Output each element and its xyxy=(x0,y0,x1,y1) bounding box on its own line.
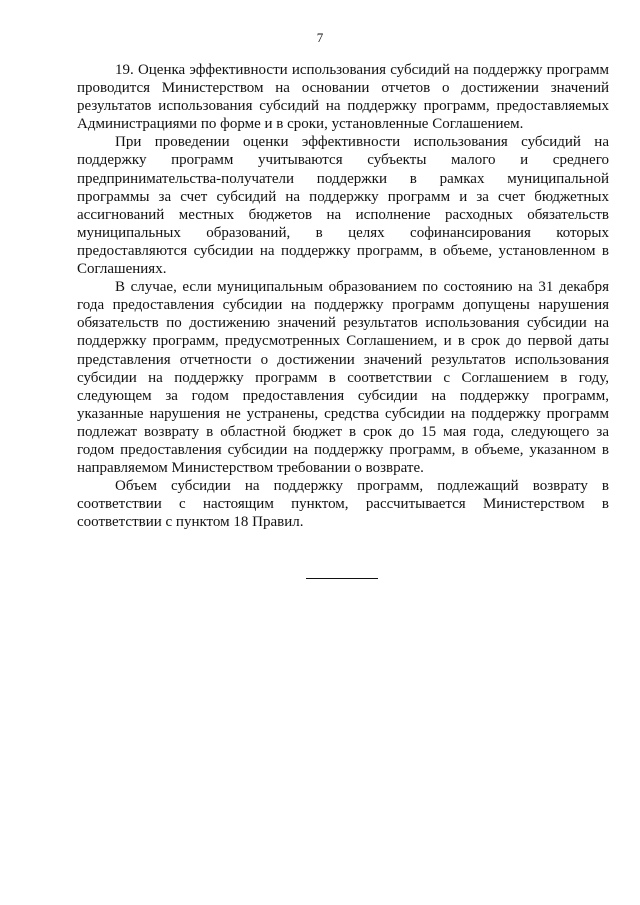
paragraph-item-19-efficiency-assessment: 19. Оценка эффективности использования субсидий на поддержку программ проводится Министерством на основании отчетов о достижении значений результатов использования субсидий на поддержку программ, предоставляемых Администрациями по форме и в сроки, установленные Соглашением. xyxy=(77,62,609,133)
closing-divider xyxy=(306,578,378,579)
document-body xyxy=(77,61,609,531)
paragraph-violation-refund: В случае, если муниципальным образованием по состоянию на 31 декабря года предоставления субсидии на поддержку программ допущены нарушения обязательств по достижению значений результатов использования субсидии на поддержку программ, предусмотренных Соглашением, и в срок до первой даты представления отчетности о достижении значений результатов использования субсидии на поддержку программ в соответствии с Соглашением в году, следующем за годом предоставления субсидии на поддержку программ, указанные нарушения не устранены, средства субсидии на поддержку программ подлежат возврату в областной бюджет в срок до 15 мая года, следующего за годом предоставления субсидии на поддержку программ, в объеме, указанном в направляемом Министерством требовании о возврате. xyxy=(77,279,609,477)
paragraph-refund-calculation: Объем субсидии на поддержку программ, подлежащий возврату в соответствии с настоящим пунктом, рассчитывается Министерством в соответствии с пунктом 18 Правил. xyxy=(77,478,609,531)
paragraph-assessment-criteria: При проведении оценки эффективности использования субсидий на поддержку программ учитываются субъекты малого и среднего предпринимательства-получатели поддержки в рамках муниципальной программы за счет субсидий на поддержку программ и за счет бюджетных ассигнований местных бюджетов на исполнение расходных обязательств муниципальных образований, в целях софинансирования которых предоставляются субсидии на поддержку программ, в объеме, установленном в Соглашениях. xyxy=(77,134,609,278)
page-number: 7 xyxy=(316,30,324,45)
